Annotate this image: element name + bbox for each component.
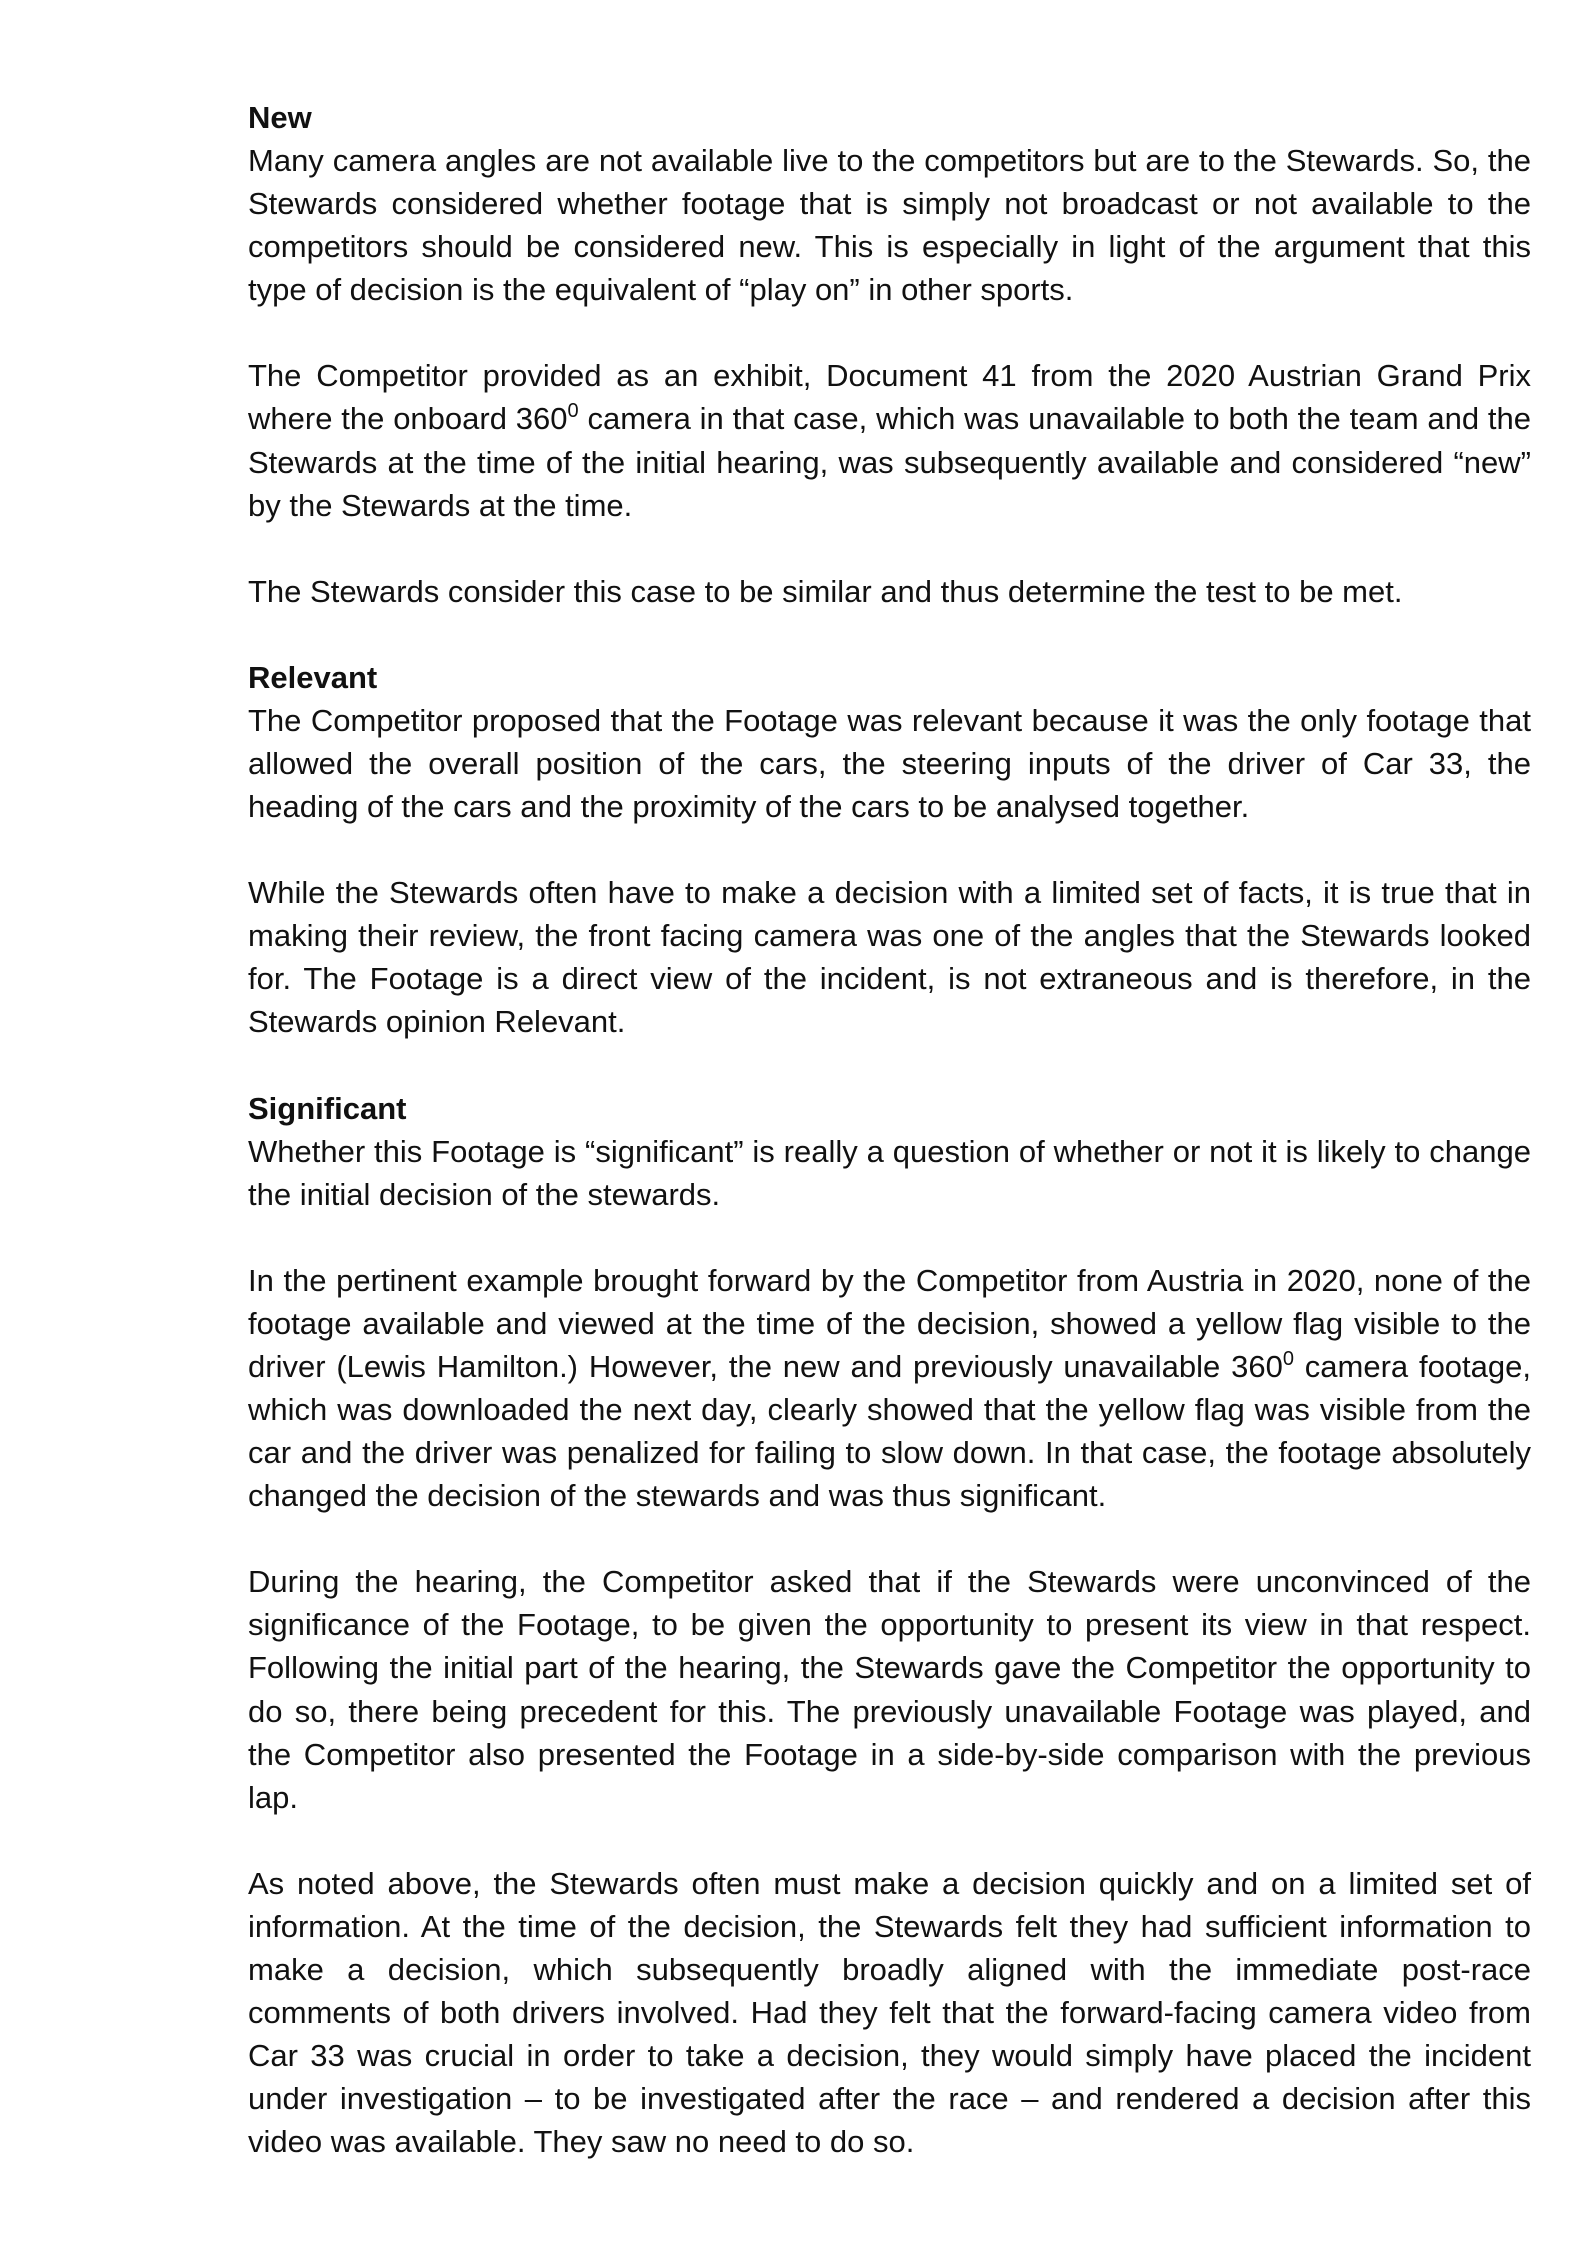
paragraph: During the hearing, the Competitor asked that if the Stewards were unconvinced of the significance of the Footage, to be given the opportunity to present its view in that respect. Following the initial part of the hearing, the Stewards gave the Competitor the opportunity to do so, there being precedent for this. The previously unavailable Footage was played, and the Competitor also presented the Footage in a side-by-side comparison with the previous lap. <box>248 1564 1531 1815</box>
paragraph <box>248 354 1531 526</box>
paragraph: The Stewards consider this case to be similar and thus determine the test to be met. <box>248 573 1403 609</box>
superscript: 0 <box>567 400 579 423</box>
paragraph: Whether this Footage is “significant” is really a question of whether or not it is likely to change the initial decision of the stewards. <box>248 1133 1531 1212</box>
paragraph: As noted above, the Stewards often must make a decision quickly and on a limited set of information. At the time of the decision, the Stewards felt they had sufficient information to make a decision, which subsequently broadly aligned with the immediate post-race comments of both drivers involved. Had they felt that the forward-facing camera video from Car 33 was crucial in order to take a decision, they would simply have placed the incident under investigation – to be investigated after the race – and rendered a decision after this video was available. They saw no need to do so. <box>248 1865 1531 2160</box>
section-heading: Significant <box>248 1090 407 1126</box>
superscript: 0 <box>1282 1347 1294 1370</box>
paragraph-text: camera in that case, which was unavailable to both the team and the Stewards at the time of the initial hearing, was subsequently available and considered “new” by the Stewards at the time. <box>248 401 1531 523</box>
document-body <box>248 96 1531 2206</box>
paragraph-text: In the pertinent example brought forward by the Competitor from Austria in 2020, none of the footage available and viewed at the time of the decision, showed a yellow flag visible to the driver (Lewis Hamilton.) However, the new and previously unavailable 360 <box>248 1262 1531 1384</box>
paragraph: The Competitor proposed that the Footage was relevant because it was the only footage that allowed the overall position of the cars, the steering inputs of the driver of Car 33, the heading of the cars and the proximity of the cars to be analysed together. <box>248 702 1531 825</box>
section-new <box>248 96 1531 613</box>
paragraph: Many camera angles are not available live to the competitors but are to the Stewards. So, the Stewards considered whether footage that is simply not broadcast or not available to the competitors should be considered new. This is especially in light of the argument that this type of decision is the equivalent of “play on” in other sports. <box>248 143 1531 308</box>
section-relevant <box>248 656 1531 1044</box>
paragraph-text: The Competitor provided as an exhibit, Document 41 from the 2020 Austrian Grand Prix where the onboard 360 <box>248 358 1531 437</box>
section-significant <box>248 1087 1531 2164</box>
paragraph-text: camera footage, which was downloaded the next day, clearly showed that the yellow flag was visible from the car and the driver was penalized for failing to slow down. In that case, the footage absolutely changed the decision of the stewards and was thus significant. <box>248 1348 1531 1514</box>
paragraph <box>248 1259 1531 1518</box>
paragraph: While the Stewards often have to make a decision with a limited set of facts, it is true that in making their review, the front facing camera was one of the angles that the Stewards looked for. The Footage is a direct view of the incident, is not extraneous and is therefore, in the Stewards opinion Relevant. <box>248 875 1531 1040</box>
section-heading: Relevant <box>248 659 378 695</box>
section-heading: New <box>248 100 312 135</box>
